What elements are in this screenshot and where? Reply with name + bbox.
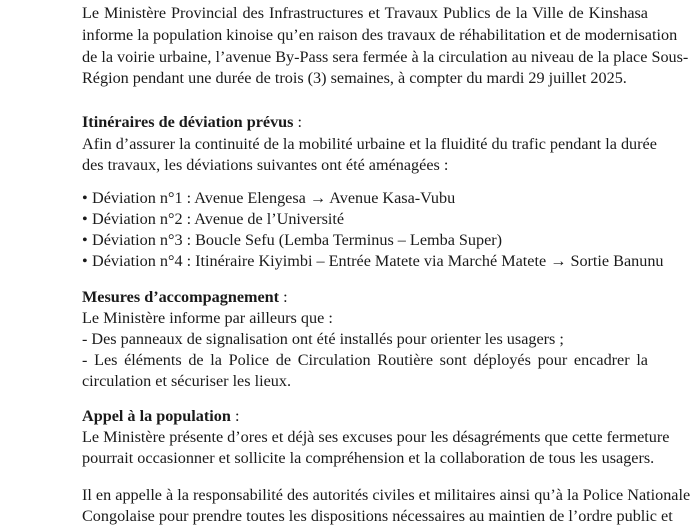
mesures-heading-colon: : bbox=[279, 288, 288, 306]
deviation-item-text: Déviation n°2 : Avenue de l’Université bbox=[92, 210, 345, 228]
itineraires-line-1: Afin d’assurer la continuité de la mobilité urbaine et la fluidité du trafic pendant la durée bbox=[82, 135, 657, 153]
mesures-line-4: circulation et sécuriser les lieux. bbox=[82, 372, 292, 390]
intro-line-4: Région pendant une durée de trois (3) semaines, à compter du mardi 29 juillet 2025. bbox=[82, 69, 627, 87]
bullet-icon: • bbox=[82, 189, 88, 207]
appel-heading bbox=[82, 406, 648, 428]
appel-heading-text: Appel à la population bbox=[82, 407, 231, 425]
closing-line-1: Il en appelle à la responsabilité des autorités civiles et militaires ainsi qu’à la Police Nationale bbox=[82, 486, 690, 504]
deviation-item bbox=[82, 209, 648, 231]
itineraires-heading-text: Itinéraires de déviation prévus bbox=[82, 113, 294, 131]
deviation-item-text: Déviation n°1 : Avenue Elengesa → Avenue Kasa-Vubu bbox=[92, 189, 456, 207]
mesures-heading bbox=[82, 287, 648, 309]
deviation-item-text: Déviation n°4 : Itinéraire Kiyimbi – Entrée Matete via Marché Matete → Sortie Banunu bbox=[92, 252, 664, 270]
deviation-item bbox=[82, 251, 664, 273]
itineraires-heading bbox=[82, 112, 648, 134]
closing-line-2: Congolaise pour prendre toutes les dispositions nécessaires au maintien de l’ordre public et bbox=[82, 507, 673, 525]
bullet-icon: • bbox=[82, 252, 88, 270]
itineraires-heading-colon: : bbox=[293, 113, 303, 131]
appel-heading-colon: : bbox=[230, 407, 240, 425]
itineraires-line-2: des travaux, les déviations suivantes ont été aménagées : bbox=[82, 156, 449, 174]
mesures-heading-text: Mesures d’accompagnement bbox=[82, 288, 280, 306]
bullet-icon: • bbox=[82, 231, 88, 249]
intro-line-2: informe la population kinoise qu’en raison des travaux de réhabilitation et de modernisation bbox=[82, 26, 678, 44]
mesures-line-2: - Des panneaux de signalisation ont été installés pour orienter les usagers ; bbox=[82, 330, 564, 348]
deviation-item-text: Déviation n°3 : Boucle Sefu (Lemba Terminus – Lemba Super) bbox=[92, 231, 503, 249]
mesures-line-1: Le Ministère informe par ailleurs que : bbox=[82, 309, 333, 327]
appel-line-1: Le Ministère présente d’ores et déjà ses excuses pour les désagréments que cette fermeture bbox=[82, 428, 670, 446]
deviation-item bbox=[82, 230, 648, 252]
intro-line-1: Le Ministère Provincial des Infrastructures et Travaux Publics de la Ville de Kinshasa bbox=[82, 4, 648, 22]
mesures-line-3: - Les éléments de la Police de Circulation Routière sont déployés pour encadrer la bbox=[82, 351, 648, 369]
deviation-item bbox=[82, 188, 648, 210]
bullet-icon: • bbox=[82, 210, 88, 228]
intro-line-3: de la voirie urbaine, l’avenue By-Pass sera fermée à la circulation au niveau de la place Sous- bbox=[82, 48, 689, 66]
appel-line-2: pourrait occasionner et sollicite la compréhension et la collaboration de tous les usagers. bbox=[82, 449, 655, 467]
